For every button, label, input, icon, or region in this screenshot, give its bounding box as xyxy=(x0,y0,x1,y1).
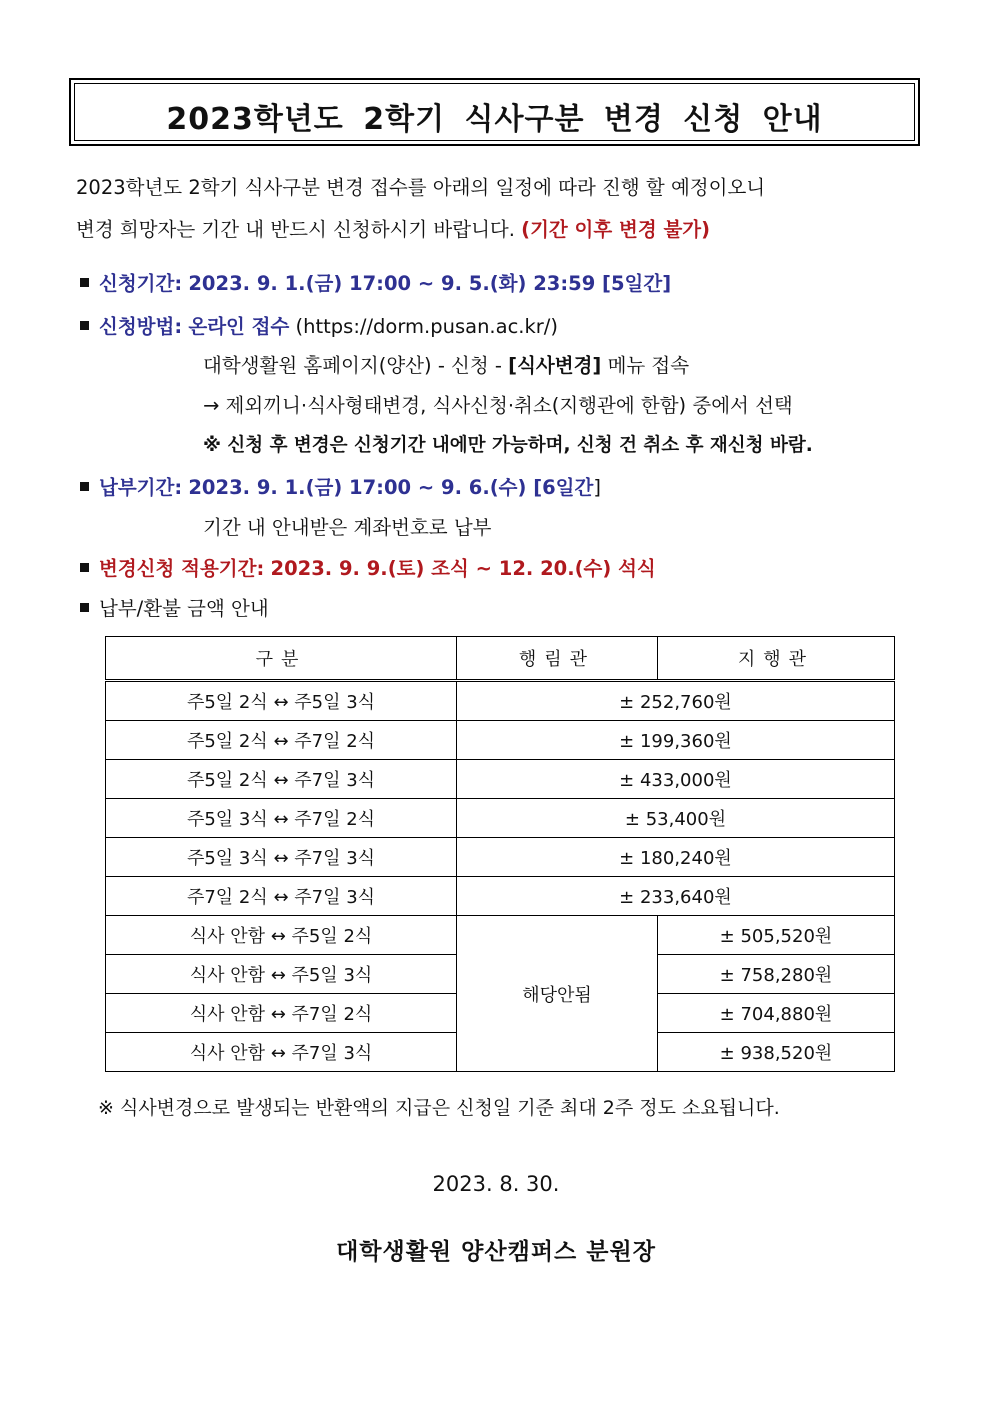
fee-heading xyxy=(80,593,269,621)
intro-line-1: 2023학년도 2학기 식사구분 변경 접수를 아래의 일정에 따라 진행 할 예정이오니 xyxy=(76,176,766,199)
row-type: 주7일 2식 ↔ 주7일 3식 xyxy=(106,877,457,916)
table-row xyxy=(106,838,895,877)
row-amount: ± 433,000원 xyxy=(457,760,895,799)
application-url: (https://dorm.pusan.ac.kr/) xyxy=(295,315,558,338)
payment-period xyxy=(80,472,601,500)
row-amount: ± 252,760원 xyxy=(457,681,895,721)
fee-table xyxy=(105,636,895,1072)
row-type: 주5일 2식 ↔ 주5일 3식 xyxy=(106,681,457,721)
row-amount: ± 180,240원 xyxy=(457,838,895,877)
bullet-square-icon xyxy=(80,603,89,612)
row-type: 식사 안함 ↔ 주5일 2식 xyxy=(106,916,457,955)
row-type: 식사 안함 ↔ 주5일 3식 xyxy=(106,955,457,994)
row-type: 주5일 2식 ↔ 주7일 3식 xyxy=(106,760,457,799)
row-amount: ± 505,520원 xyxy=(658,916,895,955)
method-detail-2: → 제외끼니·식사형태변경, 식사신청·취소(지행관에 한함) 중에서 선택 xyxy=(203,394,793,417)
intro-text: 변경 희망자는 기간 내 반드시 신청하시기 바랍니다. xyxy=(76,218,515,241)
table-row xyxy=(106,916,895,955)
application-period-label: 신청기간: xyxy=(99,272,183,295)
application-period-value: 2023. 9. 1.(금) 17:00 ~ 9. 5.(화) 23:59 [5일간] xyxy=(188,272,672,295)
row-type: 식사 안함 ↔ 주7일 2식 xyxy=(106,994,457,1033)
issue-date: 2023. 8. 30. xyxy=(432,1172,560,1196)
application-method-label: 신청방법: xyxy=(99,315,183,338)
method-detail-1a: 대학생활원 홈페이지(양산) - 신청 - xyxy=(203,354,502,377)
bullet-square-icon xyxy=(80,321,89,330)
intro-emphasis: (기간 이후 변경 불가) xyxy=(521,218,711,241)
header-category: 구분 xyxy=(106,637,457,681)
method-note: ※ 신청 후 변경은 신청기간 내에만 가능하며, 신청 건 취소 후 재신청 바람. xyxy=(203,435,813,456)
apply-period-label: 변경신청 적용기간: xyxy=(99,557,265,580)
row-type: 주5일 3식 ↔ 주7일 3식 xyxy=(106,838,457,877)
row-amount: ± 938,520원 xyxy=(658,1033,895,1072)
application-method-value: 온라인 접수 xyxy=(188,315,290,338)
payment-period-value: 2023. 9. 1.(금) 17:00 ~ 9. 6.(수) [6일간 xyxy=(188,476,594,499)
row-type: 식사 안함 ↔ 주7일 3식 xyxy=(106,1033,457,1072)
bullet-square-icon xyxy=(80,563,89,572)
bullet-square-icon xyxy=(80,278,89,287)
method-detail-1c: 메뉴 접속 xyxy=(607,354,690,377)
intro-line-2 xyxy=(76,214,916,242)
footnote: ※ 식사변경으로 발생되는 반환액의 지급은 신청일 기준 최대 2주 정도 소요됩니다. xyxy=(98,1097,780,1119)
method-detail-1b: [식사변경] xyxy=(508,354,602,377)
table-row xyxy=(106,721,895,760)
application-period xyxy=(80,268,671,296)
method-detail-1 xyxy=(203,350,689,378)
application-method xyxy=(80,311,558,339)
fee-heading-text: 납부/환불 금액 안내 xyxy=(99,597,269,620)
title-box xyxy=(69,78,920,146)
header-haengnim: 행림관 xyxy=(457,637,658,681)
row-amount: ± 704,880원 xyxy=(658,994,895,1033)
table-row xyxy=(106,877,895,916)
row-amount: ± 758,280원 xyxy=(658,955,895,994)
bullet-square-icon xyxy=(80,482,89,491)
table-row xyxy=(106,760,895,799)
issuer: 대학생활원 양산캠퍼스 분원장 xyxy=(336,1239,656,1265)
row-type: 주5일 2식 ↔ 주7일 2식 xyxy=(106,721,457,760)
row-amount: ± 233,640원 xyxy=(457,877,895,916)
apply-period xyxy=(80,553,656,581)
row-type: 주5일 3식 ↔ 주7일 2식 xyxy=(106,799,457,838)
page-title: 2023학년도 2학기 식사구분 변경 신청 안내 xyxy=(166,102,823,137)
table-row xyxy=(106,799,895,838)
apply-period-value: 2023. 9. 9.(토) 조식 ~ 12. 20.(수) 석식 xyxy=(270,557,656,580)
row-amount: ± 199,360원 xyxy=(457,721,895,760)
header-jihaeng: 지행관 xyxy=(658,637,895,681)
payment-detail: 기간 내 안내받은 계좌번호로 납부 xyxy=(203,516,492,539)
table-row xyxy=(106,681,895,721)
table-header-row xyxy=(106,637,895,681)
row-amount: ± 53,400원 xyxy=(457,799,895,838)
payment-period-end: ] xyxy=(593,476,601,499)
payment-period-label: 납부기간: xyxy=(99,476,183,499)
not-applicable-cell: 해당안됨 xyxy=(457,916,658,1072)
